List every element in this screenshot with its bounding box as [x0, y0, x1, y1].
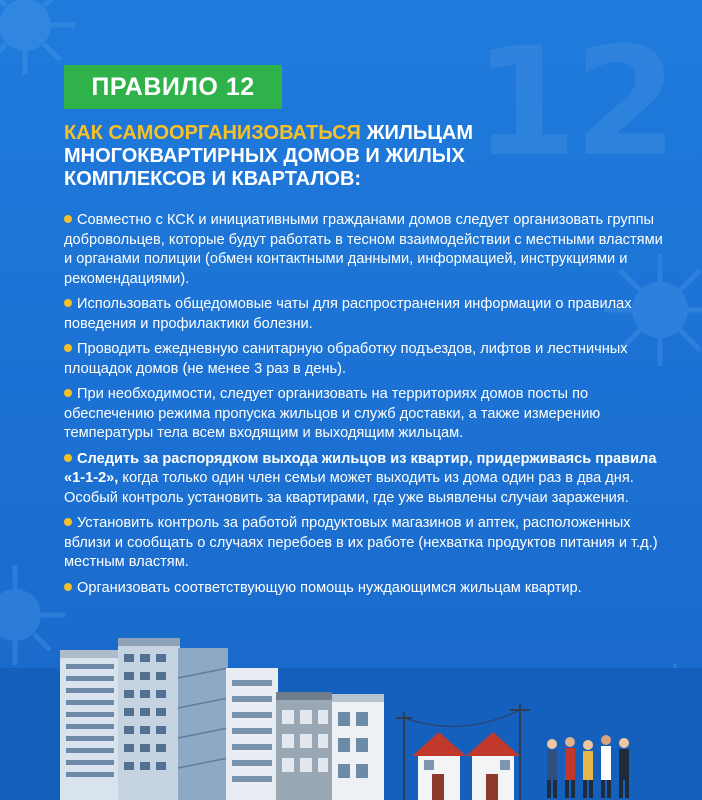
rules-list — [64, 211, 664, 604]
bullet-icon — [64, 454, 72, 462]
bullet-icon — [64, 299, 72, 307]
title-rest: ЖИЛЬЦАМ МНОГОКВАРТИРНЫХ ДОМОВ И ЖИЛЫХ КОМПЛЕКСОВ И КВАРТАЛОВ: — [64, 122, 474, 190]
list-item: Проводить ежедневную санитарную обработку подъездов, лифтов и лестничных площадок домов (не менее 3 раз в день). — [64, 341, 628, 377]
title-highlight: КАК САМООРГАНИЗОВАТЬСЯ — [64, 122, 361, 144]
house-icon — [412, 732, 466, 800]
office-building-icon — [178, 648, 228, 800]
list-item: Совместно с КСК и инициативными гражданами домов следует организовать группы добровольцев, которые будут работать в тесном взаимодействии с местными властями и органами полиции (обмен контактными данными, информацией, инструкциями и рекомендациями). — [64, 212, 663, 287]
city-illustration — [0, 628, 702, 800]
list-item: Организовать соответствующую помощь нуждающимся жильцам квартир. — [64, 579, 664, 599]
bullet-icon — [64, 389, 72, 397]
apartment-building-icon — [226, 668, 278, 800]
apartment-building-icon — [276, 692, 332, 800]
page-title — [64, 122, 584, 191]
list-item: Установить контроль за работой продуктовых магазинов и аптек, расположенных вблизи и сообщать о случаях перебоев в их работе (нехватка продуктов питания и т.д.) местным властям. — [64, 515, 658, 570]
bullet-icon — [64, 583, 72, 591]
list-item: Использовать общедомовые чаты для распространения информации о правилах поведения и профилактики болезни. — [64, 296, 632, 332]
list-item: Следить за распорядком выхода жильцов из квартир, придерживаясь правила «1-1-2», когда только один член семьи может выходить из дома один раз в два дня. Особый контроль установить за квартирами, где уже выявлены случаи заражения. — [64, 450, 657, 506]
bullet-icon — [64, 215, 72, 223]
bullet-icon — [64, 344, 72, 352]
house-icon — [466, 732, 520, 800]
apartment-building-icon — [118, 638, 180, 800]
bullet-icon — [64, 518, 72, 526]
apartment-building-icon — [332, 694, 384, 800]
rule-badge: ПРАВИЛО 12 — [64, 65, 282, 109]
people-group-icon — [547, 735, 629, 798]
rule-number-watermark: 12 — [473, 16, 674, 190]
list-item: При необходимости, следует организовать на территориях домов посты по обеспечению режима пропуска жильцов и служб доставки, а также измерению температуры тела всем входящим и выходящим жильцам. — [64, 386, 601, 441]
apartment-building-icon — [60, 650, 120, 800]
